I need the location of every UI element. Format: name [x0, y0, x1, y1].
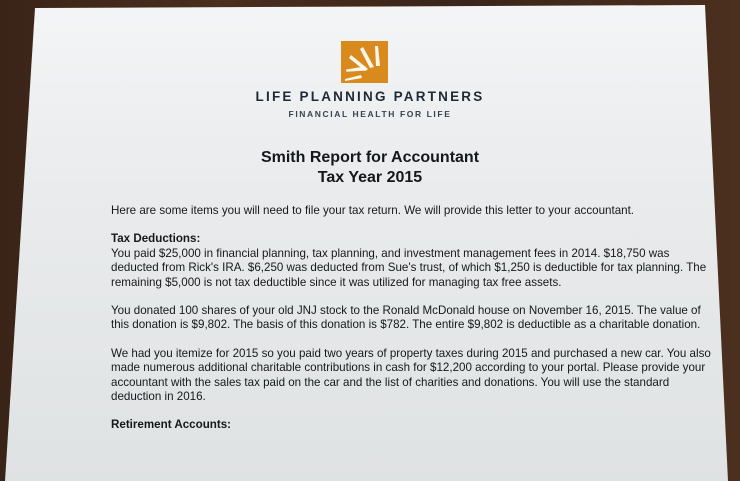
tax-deductions-section: [111, 232, 711, 290]
paragraph-fees: You paid $25,000 in financial planning, tax planning, and investment management fees in 2014. $18,750 was deducted from Rick's IRA. $6,250 was deducted from Sue's trust, of which $1,250 is deductible for tax planning. The remaining $5,000 is not tax deductible since it was utilized for managing tax free assets.: [111, 246, 707, 289]
document-subtitle: Tax Year 2015: [317, 169, 423, 186]
letter-body: [111, 204, 711, 447]
company-name: LIFE PLANNING PARTNERS: [255, 89, 485, 104]
paragraph-itemize: We had you itemize for 2015 so you paid two years of property taxes during 2015 and purchased a new car. You also made numerous additional charitable contributions in cash for $12,200 according to your portal. Please provide your accountant with the sales tax paid on the car and the list of charities and donations. You will use the standard deduction in 2016.: [111, 346, 711, 404]
company-tagline: FINANCIAL HEALTH FOR LIFE: [288, 109, 452, 119]
document-title: Smith Report for Accountant: [260, 149, 480, 166]
intro-paragraph: Here are some items you will need to file your tax return. We will provide this letter to your accountant.: [111, 204, 635, 217]
paragraph-donation: You donated 100 shares of your old JNJ stock to the Ronald McDonald house on November 16, 2015. The value of this donation is $9,802. The basis of this donation is $782. The entire $9,802 is deductible as a charitable donation.: [111, 304, 701, 332]
section-heading: Retirement Accounts:: [111, 418, 232, 432]
sunburst-logo-icon: [341, 41, 388, 83]
section-heading: Tax Deductions:: [111, 232, 201, 246]
retirement-section: [111, 418, 711, 432]
